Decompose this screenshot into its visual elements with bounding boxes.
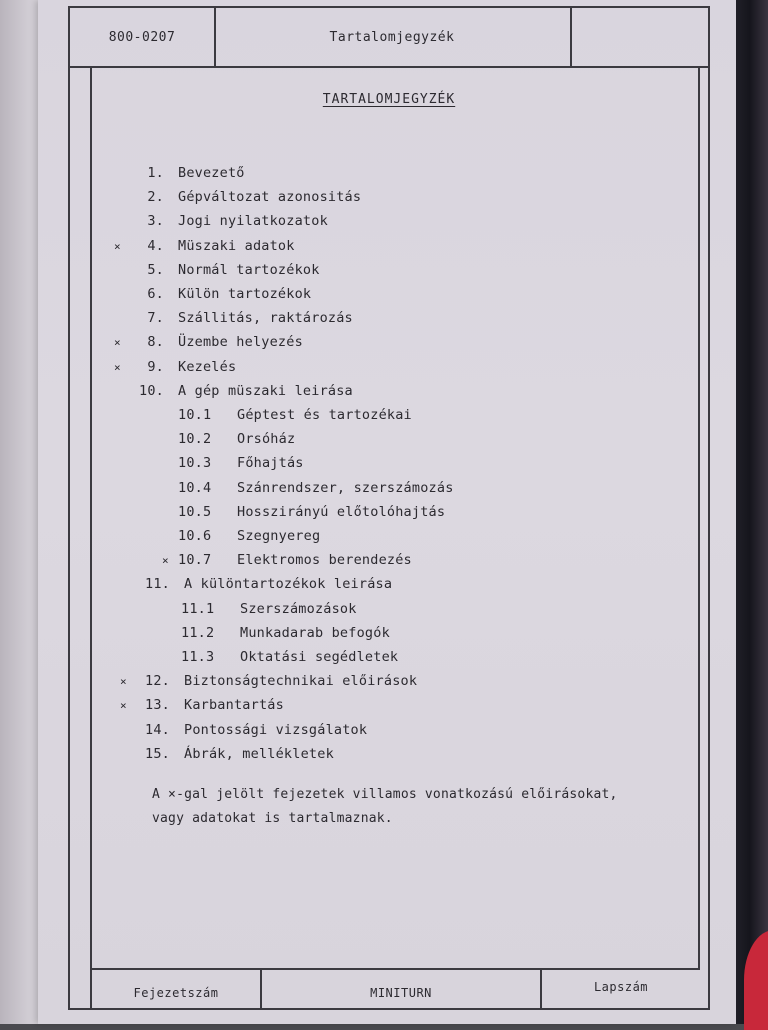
toc-label: Elektromos berendezés	[237, 552, 412, 569]
toc-item	[70, 334, 710, 354]
toc-number: 10.7	[178, 552, 212, 569]
toc-label: Főhajtás	[237, 455, 304, 472]
toc-item	[70, 383, 710, 403]
toc-number: 13.	[145, 697, 170, 714]
document-page	[38, 0, 736, 1024]
toc-number: 10.4	[178, 479, 212, 496]
toc-number: 9.	[147, 358, 164, 375]
asterisk-mark: ×	[120, 675, 127, 689]
toc-number: 6.	[147, 286, 164, 302]
toc-item	[70, 262, 710, 282]
toc-number: 7.	[147, 310, 164, 327]
toc-number: 4.	[147, 237, 164, 254]
toc-item	[70, 189, 710, 209]
toc-number: 15.	[145, 745, 170, 762]
toc-number: 10.2	[178, 431, 212, 448]
toc-item	[70, 722, 710, 742]
toc-label: Szánrendszer, szerszámozás	[237, 479, 454, 496]
toc-label: Ábrák, mellékletek	[184, 745, 334, 762]
page-number-label: Lapszám	[593, 980, 649, 994]
toc-item	[70, 213, 710, 233]
toc-label: Szállitás, raktározás	[178, 310, 353, 327]
toc-label: Külön tartozékok	[178, 286, 312, 302]
toc-label: Oktatási segédletek	[240, 649, 399, 665]
toc-item	[70, 165, 710, 185]
asterisk-mark: ×	[162, 554, 169, 568]
toc-item	[70, 746, 710, 766]
header-row	[70, 8, 708, 68]
header-empty-cell	[570, 8, 708, 66]
toc-label: Gépváltozat azonositás	[178, 189, 362, 206]
toc-number: 2.	[147, 189, 164, 206]
toc-item	[70, 504, 710, 524]
toc-item	[70, 431, 710, 451]
toc-number: 10.3	[178, 455, 212, 472]
toc-label: Bevezető	[178, 165, 245, 181]
footnote	[152, 783, 712, 831]
footnote-line-1: A ×-gal jelölt fejezetek villamos vonatkozású előirásokat,	[152, 787, 618, 802]
toc-number: 11.	[145, 576, 170, 593]
toc-label: Géptest és tartozékai	[237, 407, 412, 423]
toc-label: Müszaki adatok	[178, 237, 295, 254]
header-title: Tartalomjegyzék	[214, 8, 572, 66]
toc-label: Szerszámozások	[240, 600, 357, 617]
toc-number: 5.	[147, 261, 164, 278]
toc-item	[70, 359, 710, 379]
toc-label: Üzembe helyezés	[178, 334, 303, 351]
toc-item	[70, 286, 710, 306]
toc-item	[70, 552, 710, 572]
toc-label: Jogi nyilatkozatok	[178, 213, 328, 230]
toc-label: Karbantartás	[184, 697, 284, 714]
toc-label: Munkadarab befogók	[240, 624, 390, 641]
toc-item	[70, 601, 710, 621]
toc-number: 10.6	[178, 528, 212, 544]
toc-label: Szegnyereg	[237, 528, 321, 544]
toc-item	[70, 238, 710, 258]
toc-number: 10.1	[178, 407, 212, 423]
toc-item	[70, 649, 710, 669]
toc-number: 12.	[145, 673, 170, 690]
toc-item	[70, 310, 710, 330]
asterisk-mark: ×	[114, 239, 121, 253]
toc-number: 14.	[145, 721, 170, 738]
toc-number: 10.	[139, 382, 164, 399]
footer-row	[90, 968, 700, 1008]
toc-label: Kezelés	[178, 358, 237, 375]
toc-item	[70, 625, 710, 645]
toc-number: 10.5	[178, 503, 212, 520]
document-title: TARTALOMJEGYZÉK	[322, 92, 456, 107]
toc-item	[70, 455, 710, 475]
asterisk-mark: ×	[114, 360, 121, 374]
toc-label: A gép müszaki leirása	[178, 382, 353, 399]
toc-item	[70, 673, 710, 693]
asterisk-mark: ×	[114, 336, 121, 350]
footnote-line-2: vagy adatokat is tartalmaznak.	[152, 811, 393, 826]
toc-number: 11.1	[181, 600, 215, 617]
chapter-number-label: Fejezetszám	[92, 970, 262, 1008]
page-frame	[68, 6, 710, 1010]
toc-label: A különtartozékok leirása	[184, 576, 393, 593]
toc-number: 8.	[147, 334, 164, 351]
toc-label: Normál tartozékok	[178, 261, 320, 278]
toc-item	[70, 697, 710, 717]
toc-label: Orsóház	[237, 431, 296, 448]
asterisk-mark: ×	[120, 699, 127, 713]
toc-item	[70, 407, 710, 427]
product-name: MINITURN	[262, 970, 542, 1008]
toc-number: 11.3	[181, 649, 215, 665]
toc-item	[70, 528, 710, 548]
doc-code: 800-0207	[70, 8, 216, 66]
toc-number: 11.2	[181, 624, 215, 641]
toc-item	[70, 480, 710, 500]
toc-label: Hosszirányú előtolóhajtás	[237, 503, 446, 520]
toc-number: 1.	[147, 165, 164, 181]
toc-number: 3.	[147, 213, 164, 230]
toc-item	[70, 576, 710, 596]
toc-label: Pontossági vizsgálatok	[184, 721, 368, 738]
toc-label: Biztonságtechnikai előirások	[184, 673, 418, 690]
